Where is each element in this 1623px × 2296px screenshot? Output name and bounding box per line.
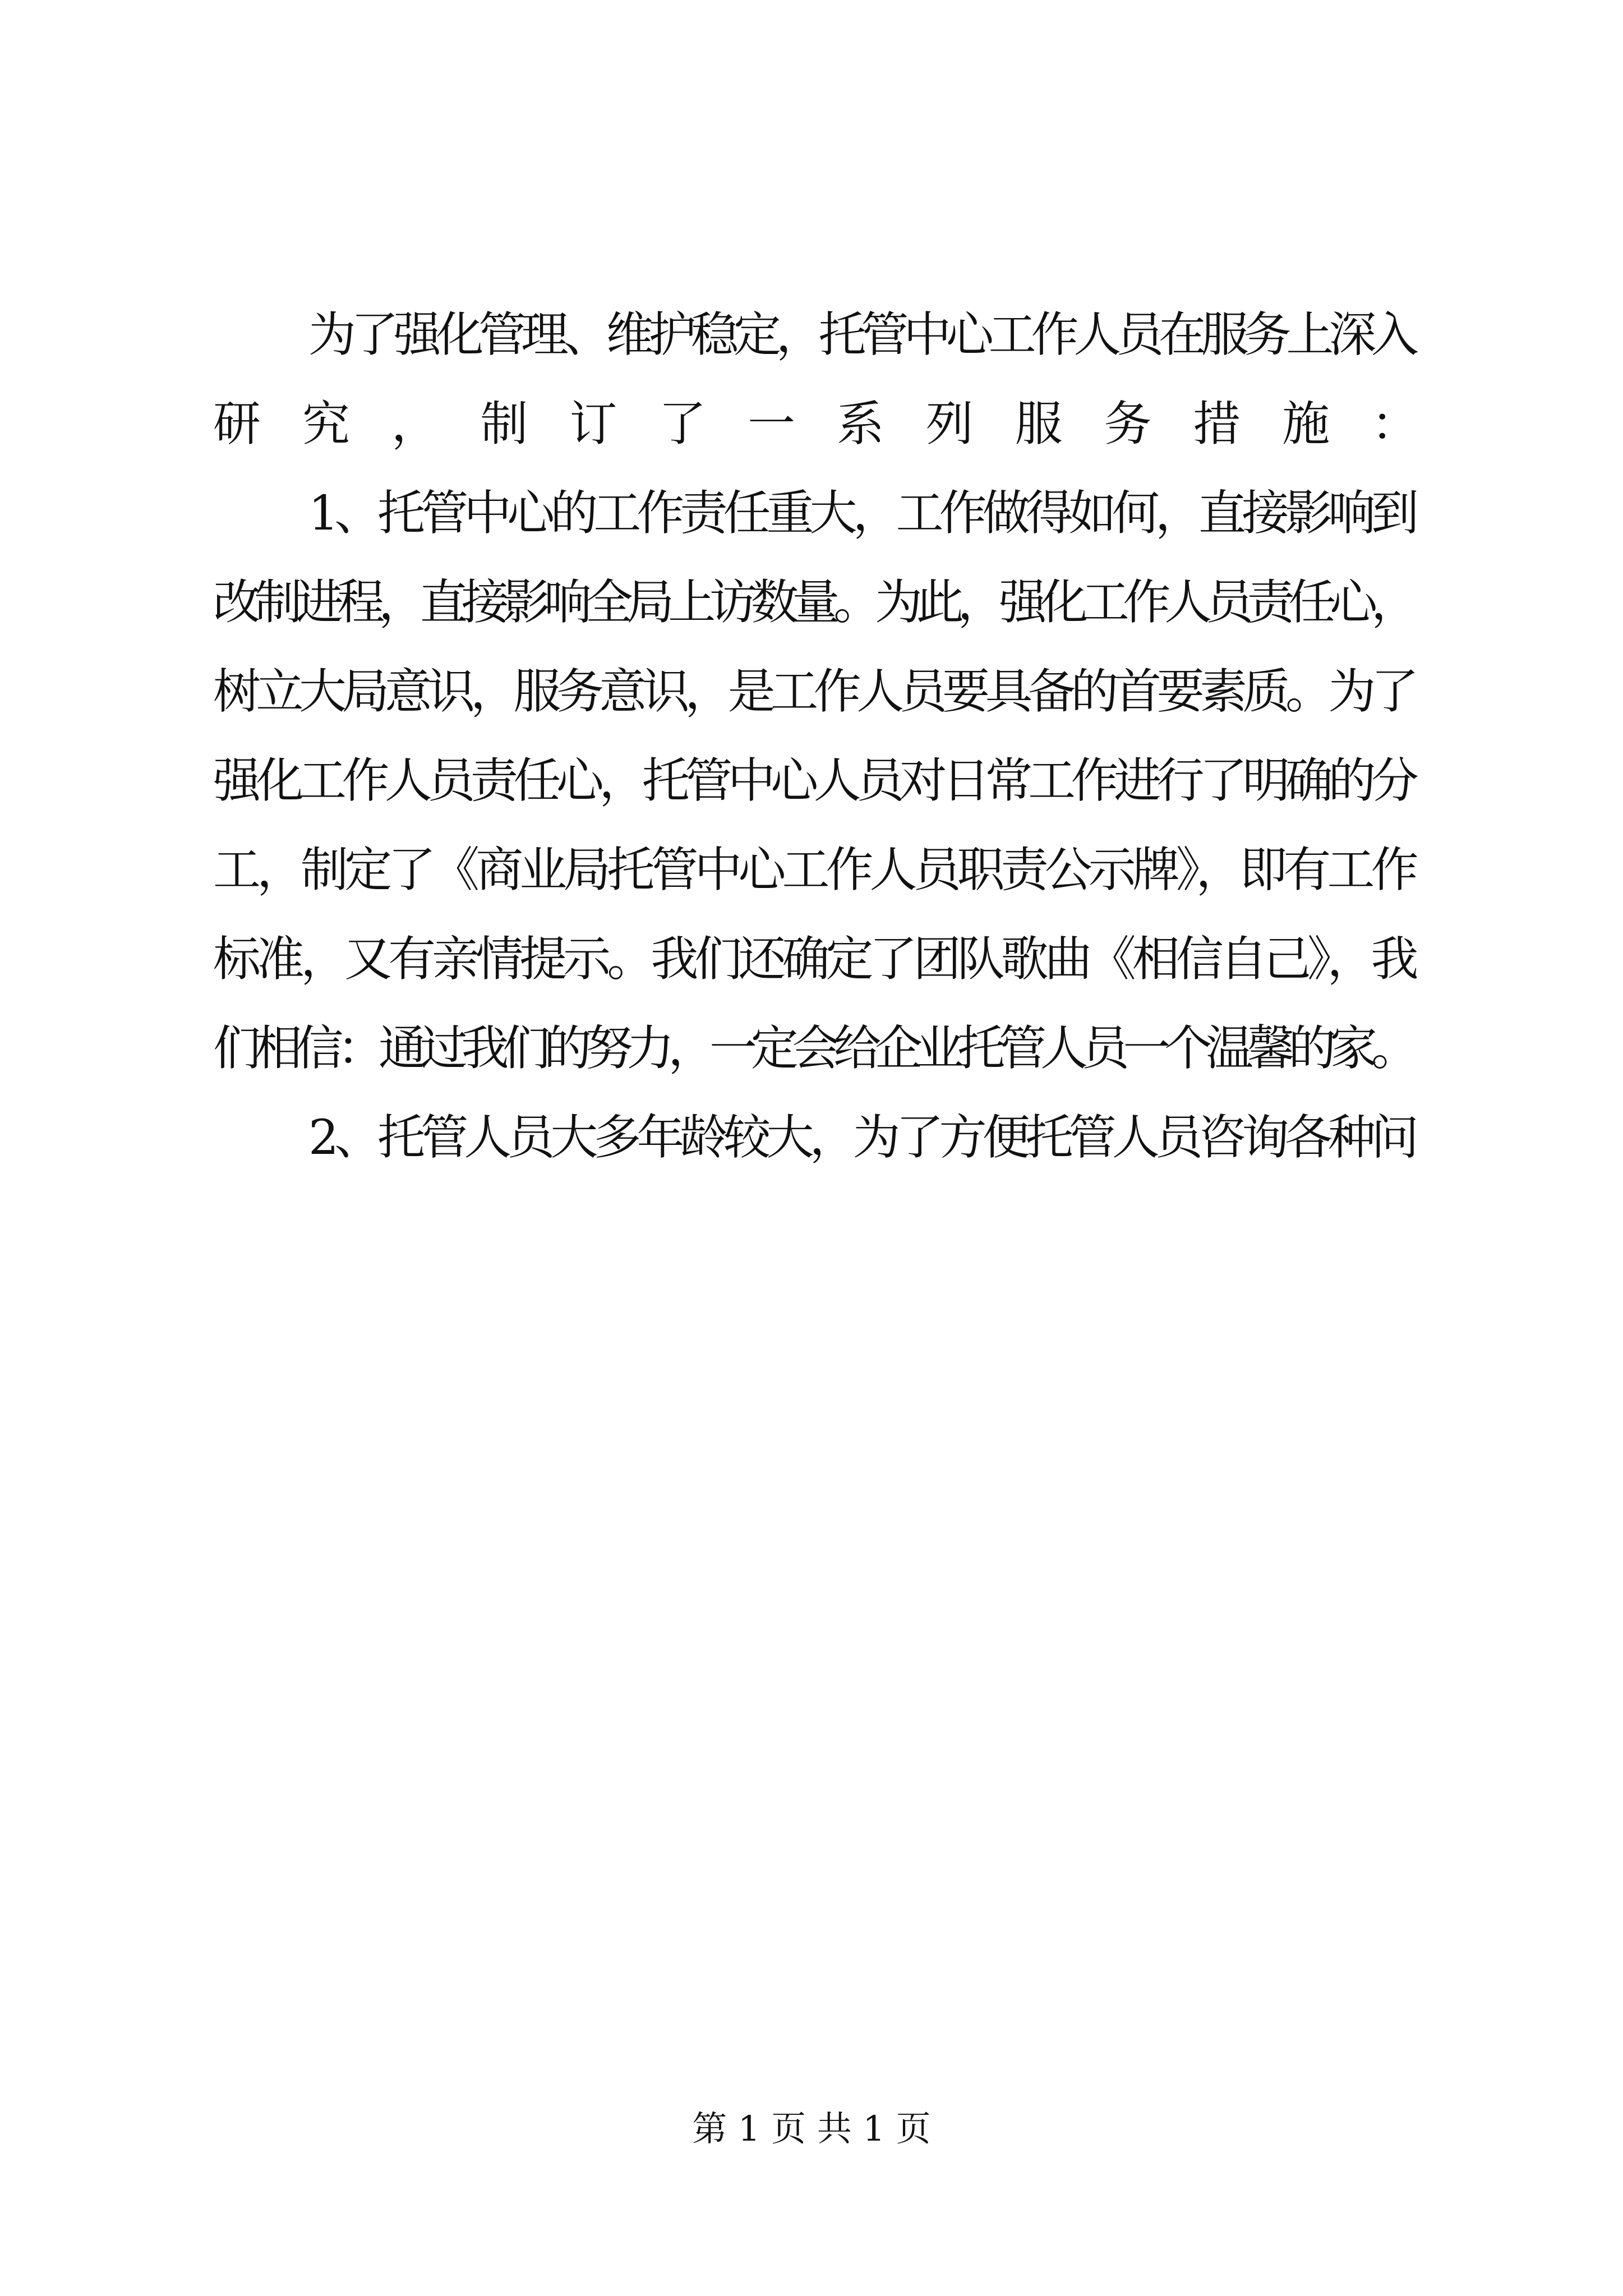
paragraph-line: 工，制定了《商业局托管中心工作人员职责公示牌》，即有工作 (213, 843, 1415, 898)
paragraph-line: 强化工作人员责任心，托管中心人员对日常工作进行了明确的分 (213, 753, 1414, 809)
paragraph-line: 2、托管人员大多年龄较大，为了方便托管人员咨询各种问 (308, 1110, 1415, 1166)
paragraph-line: 为了强化管理、维护稳定，托管中心工作人员在服务上深入 (308, 307, 1414, 363)
document-body (213, 291, 1460, 1182)
paragraph-line: 1、托管中心的工作责任重大，工作做得如何，直接影响到 (308, 486, 1415, 541)
page-footer: 第 1 页 共 1 页 (692, 2108, 931, 2149)
paragraph-line: 改制进程，直接影响全局上访数量。为此，强化工作人员责任心， (213, 575, 1413, 631)
paragraph-line: 研究，制订了一系列服务措施： (213, 397, 1460, 452)
paragraph-line: 们相信：通过我们的努力，一定会给企业托管人员一个温馨的家。 (213, 1021, 1413, 1076)
paragraph-line: 标准，又有亲情提示。我们还确定了团队歌曲《相信自己》，我 (213, 932, 1415, 987)
paragraph-line: 树立大局意识，服务意识，是工作人员要具备的首要素质。为了 (213, 664, 1414, 720)
